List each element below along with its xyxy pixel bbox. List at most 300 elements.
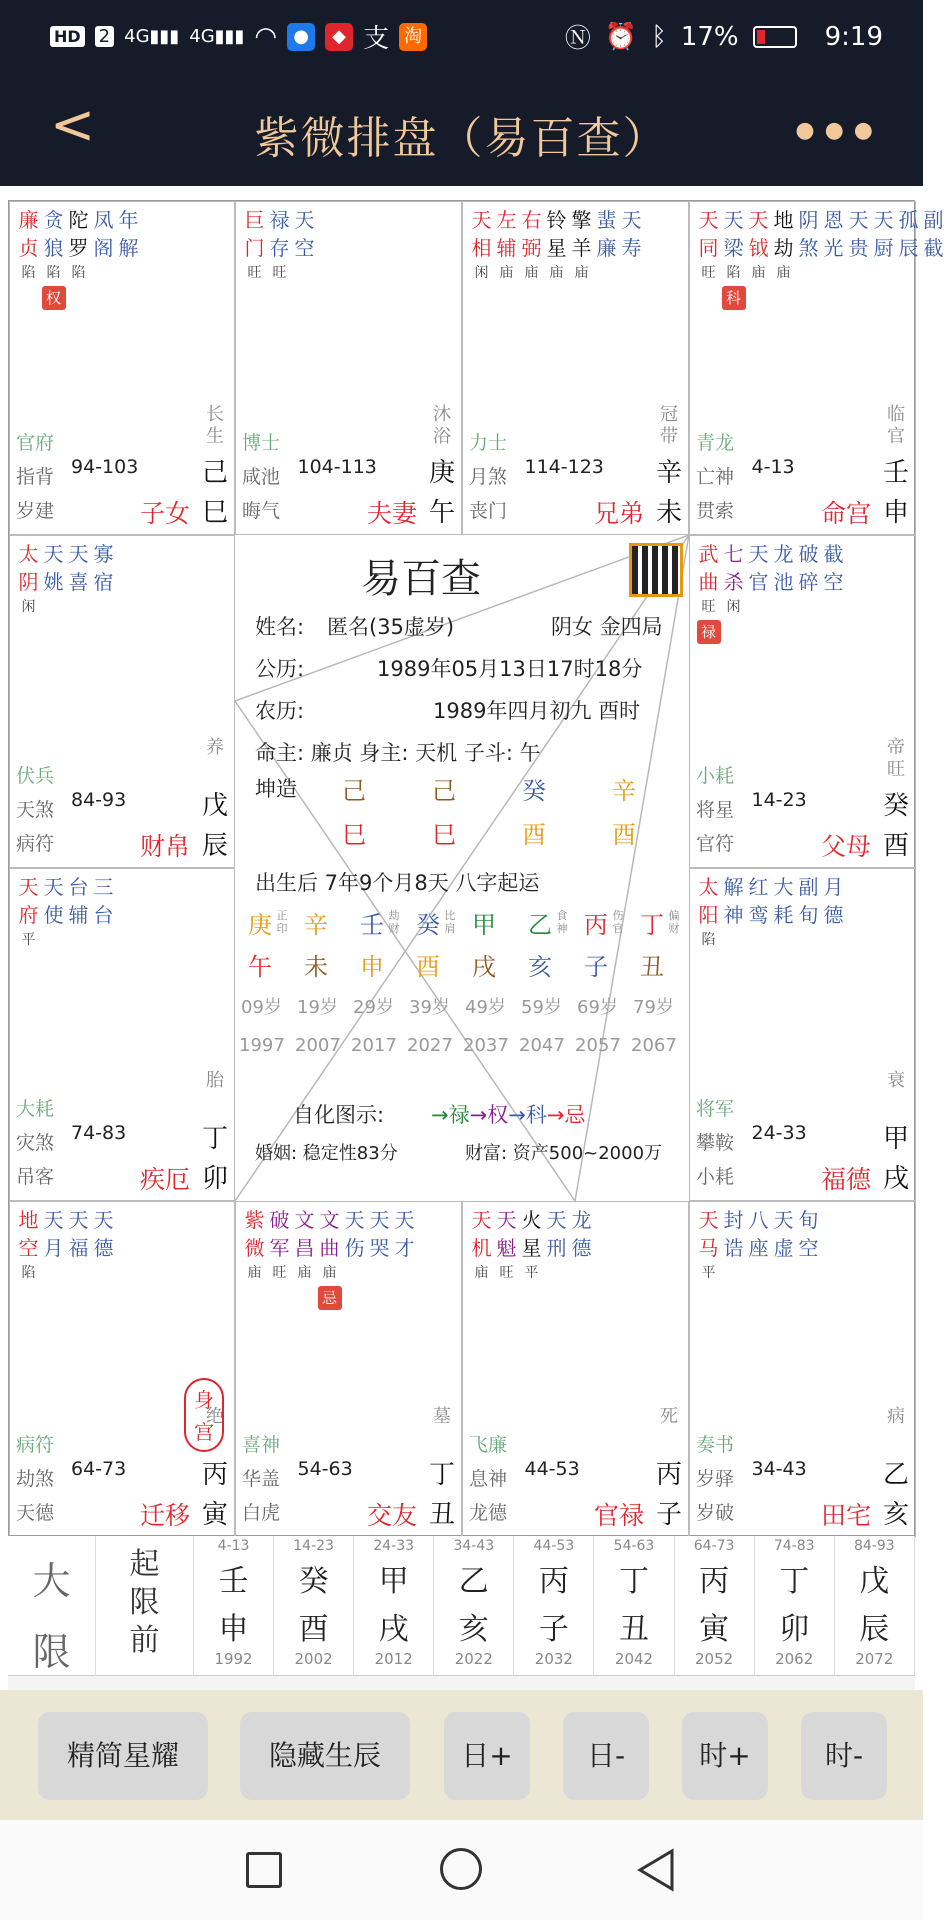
boshi-star: 大耗 xyxy=(16,1098,55,1120)
boshi-star: 博士 xyxy=(242,432,281,454)
dayun-branch: 戌 xyxy=(472,953,496,981)
star-char-2: 诰 xyxy=(723,1236,744,1260)
star xyxy=(796,540,821,644)
star xyxy=(519,206,544,284)
star xyxy=(796,873,821,951)
palace-stem: 辛 xyxy=(656,458,683,488)
marriage-text: 婚姻: 稳定性83分 xyxy=(255,1143,398,1164)
sihua-badge: 权 xyxy=(42,286,66,310)
star-char-1: 天 xyxy=(748,208,769,232)
qiyun-text: 出生后 7年9个月8天 八字起运 xyxy=(255,871,540,895)
dayun-age: 69岁 xyxy=(577,997,618,1018)
star xyxy=(367,1206,392,1310)
star-char-2: 旬 xyxy=(798,903,819,927)
battery-percent: 17% xyxy=(680,21,739,52)
star-char-1: 天 xyxy=(848,208,869,232)
palace-stem: 丙 xyxy=(202,1460,229,1490)
daxian-col[interactable]: 44-53 丙 子 2032 xyxy=(514,1536,594,1676)
star-char-1: 文 xyxy=(294,1208,315,1232)
boshi-star: 病符 xyxy=(16,1434,55,1456)
star-char-2: 马 xyxy=(698,1236,719,1260)
suiqian-star: 官符 xyxy=(696,833,735,855)
star xyxy=(746,873,771,951)
more-dots-icon[interactable]: ●●● xyxy=(795,118,883,143)
dayun-stem: 甲 xyxy=(472,911,496,939)
palace-wu[interactable] xyxy=(235,201,462,535)
star-char-2: 贵 xyxy=(848,236,869,260)
jiangqian-star: 亡神 xyxy=(696,466,735,488)
solar-value: 1989年05月13日17时18分 xyxy=(377,657,643,681)
simplify-stars-button[interactable]: 精简星耀 xyxy=(38,1712,208,1800)
star-char-2: 煞 xyxy=(798,236,819,260)
daxian-pre[interactable]: 起限前 xyxy=(96,1536,194,1676)
dayun-stem: 丁 xyxy=(640,911,664,939)
palace-name: 疾厄 xyxy=(140,1165,191,1194)
star-brightness: 庙 xyxy=(776,265,791,281)
palace-stem: 丙 xyxy=(656,1460,683,1490)
bazi-stem: 癸 xyxy=(522,777,546,805)
daxian-col[interactable]: 74-83 丁 卯 2062 xyxy=(755,1536,835,1676)
star-char-1: 龙 xyxy=(773,542,794,566)
star-brightness: 陷 xyxy=(21,1265,36,1281)
star-char-1: 左 xyxy=(496,208,517,232)
star xyxy=(594,206,619,284)
star xyxy=(821,873,846,951)
star-list xyxy=(469,1206,594,1284)
palace-branch: 戌 xyxy=(883,1164,910,1194)
boshi-star: 小耗 xyxy=(696,765,735,787)
star-char-1: 天 xyxy=(43,1208,64,1232)
star-char-2: 刑 xyxy=(546,1236,567,1260)
hour-plus-button[interactable]: 时+ xyxy=(682,1712,768,1800)
palace-name: 迁移 xyxy=(140,1501,191,1530)
palace-stem: 丁 xyxy=(429,1460,456,1490)
star xyxy=(696,206,721,310)
star-char-1: 天 xyxy=(723,208,744,232)
palace-branch: 亥 xyxy=(883,1500,910,1530)
boshi-star: 伏兵 xyxy=(16,765,55,787)
star xyxy=(696,540,721,644)
star-char-2: 羊 xyxy=(571,236,592,260)
daxian-strip xyxy=(8,1536,915,1676)
star-brightness: 平 xyxy=(524,1265,539,1281)
dayun-age: 19岁 xyxy=(297,997,338,1018)
qr-code-icon[interactable] xyxy=(629,543,683,597)
sihua-badge: 科 xyxy=(722,286,746,310)
palace-stem: 己 xyxy=(202,458,229,488)
star-char-1: 天 xyxy=(394,1208,415,1232)
star-char-1: 天 xyxy=(471,208,492,232)
palace-stem: 丁 xyxy=(202,1124,229,1154)
dayun-shishen: 伤 官 xyxy=(612,909,624,935)
palace-name: 命宫 xyxy=(821,499,872,528)
palace-name: 交友 xyxy=(367,1501,418,1530)
age-range: 34-43 xyxy=(751,1458,807,1480)
palace-branch: 午 xyxy=(429,498,456,528)
star xyxy=(16,873,41,951)
app-icon-red: ◆ xyxy=(325,23,353,51)
palace-name: 官禄 xyxy=(594,1501,645,1530)
daxian-col[interactable]: 24-33 甲 戌 2012 xyxy=(354,1536,434,1676)
star-char-1: 天 xyxy=(496,1208,517,1232)
star-char-2: 空 xyxy=(18,1236,39,1260)
star xyxy=(821,540,846,644)
star xyxy=(746,206,771,310)
star-char-2: 辅 xyxy=(496,236,517,260)
star-char-1: 恩 xyxy=(823,208,844,232)
star-char-1: 火 xyxy=(521,1208,542,1232)
daxian-col[interactable]: 4-13 壬 申 1992 xyxy=(194,1536,274,1676)
star-list xyxy=(696,873,846,951)
suiqian-star: 天德 xyxy=(16,1502,55,1524)
star xyxy=(619,206,644,284)
star xyxy=(41,206,66,310)
star-char-2: 相 xyxy=(471,236,492,260)
dayun-branch: 丑 xyxy=(640,953,664,981)
star-brightness: 庙 xyxy=(297,1265,312,1281)
shen-gong-badge: 身宫 xyxy=(184,1378,224,1452)
star xyxy=(519,1206,544,1284)
star xyxy=(16,540,41,618)
star-list xyxy=(696,206,946,310)
star xyxy=(721,1206,746,1284)
palace-zi[interactable] xyxy=(462,1201,689,1537)
signal-icon-1: 4G▮▮▮ xyxy=(124,26,180,47)
star-char-2: 哭 xyxy=(369,1236,390,1260)
star-char-1: 破 xyxy=(798,542,819,566)
palace-yin[interactable] xyxy=(9,1201,235,1537)
star-char-1: 天 xyxy=(344,1208,365,1232)
star-char-1: 天 xyxy=(698,1208,719,1232)
star xyxy=(116,206,141,310)
star xyxy=(91,540,116,618)
hide-birth-button[interactable]: 隐藏生辰 xyxy=(240,1712,410,1800)
brand-title: 易百查 xyxy=(361,556,481,602)
star-char-1: 贪 xyxy=(43,208,64,232)
star-char-2: 喜 xyxy=(68,570,89,594)
star xyxy=(721,540,746,644)
star xyxy=(796,206,821,310)
alipay-icon: 支 xyxy=(363,24,390,54)
star xyxy=(721,206,746,310)
dayun-age: 49岁 xyxy=(465,997,506,1018)
star-char-2: 鸾 xyxy=(748,903,769,927)
solar-label: 公历: xyxy=(255,657,305,681)
bazi-branch: 巳 xyxy=(342,821,366,849)
back-triangle-icon[interactable] xyxy=(636,1848,676,1892)
star-char-2: 虚 xyxy=(773,1236,794,1260)
star-char-2: 伤 xyxy=(344,1236,365,1260)
palace-stem: 癸 xyxy=(883,791,910,821)
nav-bar xyxy=(0,70,923,186)
star-char-2: 同 xyxy=(698,236,719,260)
star-brightness: 旺 xyxy=(701,599,716,615)
dayun-year: 2047 xyxy=(519,1035,565,1056)
star xyxy=(41,1206,66,1284)
palace-branch: 辰 xyxy=(202,831,229,861)
age-range: 4-13 xyxy=(751,456,795,478)
star-char-2: 罗 xyxy=(68,236,89,260)
changsheng-1: 沐 xyxy=(433,404,451,425)
bazi-branch: 巳 xyxy=(432,821,456,849)
palace-wei[interactable] xyxy=(462,201,689,535)
daxian-col[interactable]: 54-63 丁 丑 2042 xyxy=(595,1536,675,1676)
star-char-1: 截 xyxy=(823,542,844,566)
jiangqian-star: 劫煞 xyxy=(16,1468,55,1490)
star-char-1: 孤 xyxy=(898,208,919,232)
changsheng-1: 病 xyxy=(887,1406,905,1427)
signal-icon-2: 4G▮▮▮ xyxy=(189,26,245,47)
star-char-1: 天 xyxy=(471,1208,492,1232)
app-icon-blue: ● xyxy=(287,23,315,51)
suiqian-star: 白虎 xyxy=(242,1502,281,1524)
star-char-1: 副 xyxy=(923,208,944,232)
star-char-1: 天 xyxy=(43,542,64,566)
star-char-2: 星 xyxy=(546,236,567,260)
star-brightness: 庙 xyxy=(524,265,539,281)
star-char-2: 杀 xyxy=(723,570,744,594)
star-char-1: 右 xyxy=(521,208,542,232)
suiqian-star: 贯索 xyxy=(696,500,735,522)
boshi-star: 力士 xyxy=(469,432,508,454)
daxian-col[interactable]: 14-23 癸 酉 2002 xyxy=(274,1536,354,1676)
jiangqian-star: 将星 xyxy=(696,799,735,821)
star xyxy=(342,1206,367,1310)
star xyxy=(569,1206,594,1284)
palace-you[interactable] xyxy=(689,535,916,868)
hour-minus-button[interactable]: 时- xyxy=(801,1712,887,1800)
star-char-1: 武 xyxy=(698,542,719,566)
palace-chen[interactable] xyxy=(9,535,235,868)
star-char-2: 宿 xyxy=(93,570,114,594)
star-char-2: 池 xyxy=(773,570,794,594)
palace-chou[interactable] xyxy=(235,1201,462,1537)
hd-icon: HD xyxy=(50,26,85,47)
sihua-legend xyxy=(431,1099,585,1129)
star-char-2: 微 xyxy=(244,1236,265,1260)
star-char-1: 三 xyxy=(93,875,114,899)
star-char-2: 耗 xyxy=(773,903,794,927)
palace-mao[interactable] xyxy=(9,868,235,1201)
bluetooth-icon: ᛒ xyxy=(651,21,667,52)
star xyxy=(821,206,846,310)
liunian-strip-peek xyxy=(8,1676,915,1690)
star xyxy=(494,206,519,284)
star-char-1: 凤 xyxy=(93,208,114,232)
star-brightness: 庙 xyxy=(574,265,589,281)
star-char-1: 龙 xyxy=(571,1208,592,1232)
palace-branch: 卯 xyxy=(202,1164,229,1194)
page-title: 紫微排盘（易百查） xyxy=(254,113,669,164)
star-char-2: 光 xyxy=(823,236,844,260)
star-char-1: 年 xyxy=(118,208,139,232)
palace-branch: 巳 xyxy=(202,498,229,528)
star xyxy=(569,206,594,284)
battery-icon xyxy=(753,26,797,48)
daxian-label: 大 限 xyxy=(8,1536,96,1676)
star xyxy=(469,1206,494,1284)
star-char-1: 大 xyxy=(773,875,794,899)
changsheng-1: 衰 xyxy=(887,1070,905,1091)
palace-name: 兄弟 xyxy=(594,499,645,528)
lunar-label: 农历: xyxy=(255,699,305,723)
star-brightness: 庙 xyxy=(549,265,564,281)
star-char-1: 天 xyxy=(773,1208,794,1232)
jiangqian-star: 灾煞 xyxy=(16,1132,55,1154)
sihua-item: →忌 xyxy=(546,1103,586,1127)
palace-stem: 壬 xyxy=(883,458,910,488)
star-brightness: 陷 xyxy=(46,265,61,281)
star-char-2: 神 xyxy=(723,903,744,927)
day-plus-button[interactable]: 日+ xyxy=(444,1712,530,1800)
star-list xyxy=(242,1206,417,1310)
recents-square-icon[interactable] xyxy=(246,1852,282,1888)
star xyxy=(392,1206,417,1310)
dayun-shishen: 正 印 xyxy=(276,909,288,935)
star-char-1: 天 xyxy=(68,1208,89,1232)
sim-badge: 2 xyxy=(95,26,114,47)
sihua-item: →科 xyxy=(508,1103,547,1127)
star-char-2: 门 xyxy=(244,236,265,260)
daxian-col[interactable]: 84-93 戊 辰 2072 xyxy=(835,1536,915,1676)
star-brightness: 庙 xyxy=(751,265,766,281)
boshi-star: 飞廉 xyxy=(469,1434,508,1456)
star-char-2: 使 xyxy=(43,903,64,927)
star-char-2: 空 xyxy=(823,570,844,594)
star xyxy=(267,1206,292,1310)
star-char-2: 官 xyxy=(748,570,769,594)
star-char-2: 钺 xyxy=(748,236,769,260)
daxian-col[interactable]: 64-73 丙 寅 2052 xyxy=(675,1536,755,1676)
changsheng-1: 长 xyxy=(206,404,224,425)
star xyxy=(544,1206,569,1284)
changsheng-2: 生 xyxy=(206,426,224,447)
star-char-1: 天 xyxy=(18,875,39,899)
star xyxy=(16,206,41,310)
bazi-stem: 己 xyxy=(432,777,456,805)
star xyxy=(41,540,66,618)
sihua-item: →禄 xyxy=(431,1103,470,1127)
star xyxy=(746,540,771,644)
star xyxy=(292,1206,317,1310)
star-char-1: 紫 xyxy=(244,1208,265,1232)
dayun-stem: 壬 xyxy=(360,911,384,939)
star-char-2: 贞 xyxy=(18,236,39,260)
suiqian-star: 岁破 xyxy=(696,1502,735,1524)
bazi-branch: 酉 xyxy=(612,821,636,849)
star xyxy=(796,1206,821,1284)
star-char-2: 座 xyxy=(748,1236,769,1260)
age-range: 74-83 xyxy=(71,1122,127,1144)
star-char-2: 星 xyxy=(521,1236,542,1260)
star-char-2: 曲 xyxy=(698,570,719,594)
star-char-2: 寿 xyxy=(621,236,642,260)
star xyxy=(771,873,796,951)
dayun-branch: 未 xyxy=(304,953,328,981)
star-char-2: 狼 xyxy=(43,236,64,260)
palace-name: 财帛 xyxy=(140,832,191,861)
palace-shen[interactable] xyxy=(689,201,944,535)
home-circle-icon[interactable] xyxy=(440,1848,482,1890)
star-char-2: 空 xyxy=(294,236,315,260)
dayun-branch: 子 xyxy=(584,953,608,981)
star xyxy=(469,206,494,284)
dayun-branch: 酉 xyxy=(416,953,440,981)
sihua-label: 自化图示: xyxy=(293,1103,385,1127)
day-minus-button[interactable]: 日- xyxy=(563,1712,649,1800)
name-label: 姓名: xyxy=(255,615,305,639)
star xyxy=(921,206,946,310)
changsheng-2: 官 xyxy=(887,426,905,447)
star-char-1: 蜚 xyxy=(596,208,617,232)
dayun-year: 2027 xyxy=(407,1035,453,1056)
jiangqian-star: 天煞 xyxy=(16,799,55,821)
boshi-star: 喜神 xyxy=(242,1434,281,1456)
star-char-1: 天 xyxy=(748,542,769,566)
star-char-1: 太 xyxy=(698,875,719,899)
star xyxy=(771,206,796,310)
palace-name: 福德 xyxy=(821,1165,872,1194)
changsheng-1: 帝 xyxy=(887,737,905,758)
boshi-star: 官府 xyxy=(16,432,55,454)
star-char-2: 阳 xyxy=(698,903,719,927)
jiangqian-star: 息神 xyxy=(469,1468,508,1490)
dayun-stem: 乙 xyxy=(528,911,552,939)
back-chevron-icon[interactable]: < xyxy=(50,93,96,156)
alarm-icon: ⏰ xyxy=(604,21,638,52)
suiqian-star: 小耗 xyxy=(696,1166,735,1188)
star-list xyxy=(696,1206,821,1284)
bazi-stem: 辛 xyxy=(612,777,636,805)
star-char-1: 天 xyxy=(873,208,894,232)
star-brightness: 陷 xyxy=(21,265,36,281)
star xyxy=(267,206,292,284)
dayun-branch: 亥 xyxy=(528,953,552,981)
star-char-2: 劫 xyxy=(773,236,794,260)
palace-si[interactable] xyxy=(9,201,235,535)
daxian-col[interactable]: 34-43 乙 亥 2022 xyxy=(434,1536,514,1676)
suiqian-star: 岁建 xyxy=(16,500,55,522)
star-char-1: 巨 xyxy=(244,208,265,232)
palace-name: 子女 xyxy=(140,499,191,528)
star-char-1: 红 xyxy=(748,875,769,899)
star-char-1: 天 xyxy=(68,542,89,566)
star-char-2: 才 xyxy=(394,1236,415,1260)
palace-branch: 酉 xyxy=(883,831,910,861)
suiqian-star: 丧门 xyxy=(469,500,508,522)
lunar-value: 1989年四月初九 酉时 xyxy=(433,699,641,723)
star-char-2: 机 xyxy=(471,1236,492,1260)
star-brightness: 旺 xyxy=(272,1265,287,1281)
jiangqian-star: 月煞 xyxy=(469,466,508,488)
star xyxy=(871,206,896,310)
changsheng-1: 胎 xyxy=(206,1070,224,1091)
star-brightness: 陷 xyxy=(701,932,716,948)
dayun-year: 2007 xyxy=(295,1035,341,1056)
star-brightness: 陷 xyxy=(71,265,86,281)
palace-xu[interactable] xyxy=(689,868,916,1201)
dayun-year: 1997 xyxy=(239,1035,285,1056)
age-range: 84-93 xyxy=(71,789,127,811)
star-char-1: 破 xyxy=(269,1208,290,1232)
star xyxy=(494,1206,519,1284)
star-char-1: 天 xyxy=(621,208,642,232)
star-char-2: 府 xyxy=(18,903,39,927)
palace-hai[interactable] xyxy=(689,1201,916,1537)
jiangqian-star: 华盖 xyxy=(242,1468,281,1490)
star-char-2: 台 xyxy=(93,903,114,927)
star-char-2: 辅 xyxy=(68,903,89,927)
